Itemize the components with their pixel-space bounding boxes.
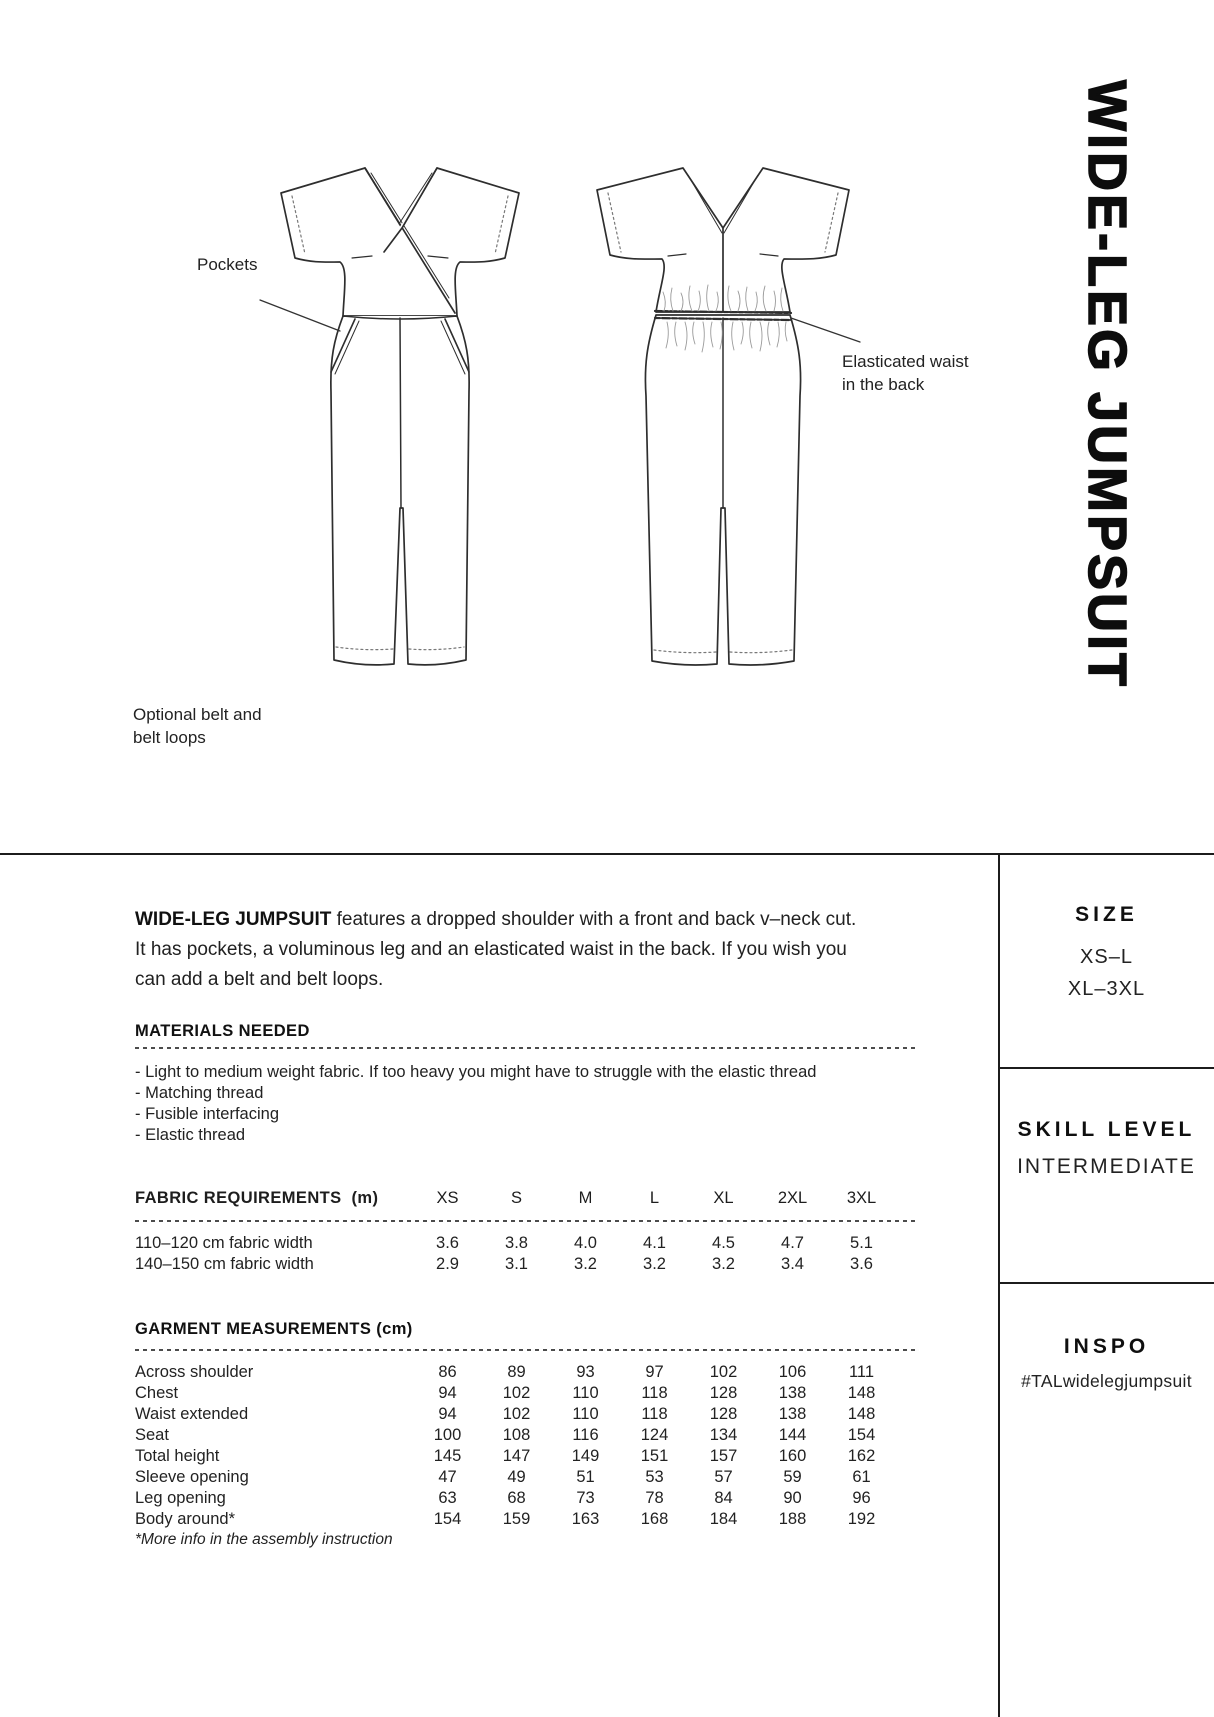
measurements-dashed-rule — [135, 1349, 917, 1351]
size-col-header: L — [649, 1189, 660, 1207]
sidebar-divider-skill-inspo — [1000, 1282, 1214, 1284]
size-range-2: XL–3XL — [1067, 978, 1146, 1000]
cell: 3.8 — [505, 1234, 528, 1252]
size-col-header: 3XL — [846, 1189, 877, 1207]
sidebar-size-section — [999, 903, 1214, 1005]
row-label: 110–120 cm fabric width — [135, 1234, 313, 1252]
cell: 89 — [507, 1363, 526, 1381]
garment-measurements-heading: GARMENT MEASUREMENTS (cm) — [135, 1320, 413, 1338]
cell: 59 — [783, 1468, 802, 1486]
cell: 188 — [778, 1510, 807, 1528]
cell: 63 — [438, 1489, 457, 1507]
size-col-header: XS — [436, 1189, 459, 1207]
cell: 151 — [640, 1447, 669, 1465]
cell: 68 — [507, 1489, 526, 1507]
cell: 148 — [847, 1405, 876, 1423]
cell: 86 — [438, 1363, 457, 1381]
cell: 154 — [433, 1510, 462, 1528]
cell: 97 — [645, 1363, 664, 1381]
cell: 162 — [847, 1447, 876, 1465]
cell: 102 — [709, 1363, 738, 1381]
cell: 49 — [507, 1468, 526, 1486]
optional-belt-label-line1: Optional belt and — [133, 705, 262, 724]
cell: 128 — [709, 1405, 738, 1423]
cell: 73 — [576, 1489, 595, 1507]
table-row — [135, 1446, 915, 1467]
size-heading: SIZE — [1075, 903, 1138, 926]
materials-item: - Matching thread — [135, 1083, 816, 1104]
description-bold-lead: WIDE-LEG JUMPSUIT — [135, 909, 332, 930]
cell: 138 — [778, 1405, 807, 1423]
back-view-drawing — [597, 168, 849, 665]
elasticated-waist-label — [842, 350, 969, 396]
table-row — [135, 1509, 915, 1530]
inspo-hashtag: #TALwidelegjumpsuit — [1021, 1371, 1192, 1391]
cell: 144 — [778, 1426, 807, 1444]
materials-dashed-rule — [135, 1047, 917, 1049]
cell: 157 — [709, 1447, 738, 1465]
measurements-footnote: *More info in the assembly instruction — [135, 1531, 393, 1548]
cell: 118 — [641, 1405, 668, 1423]
cell: 145 — [433, 1447, 462, 1465]
cell: 168 — [640, 1510, 669, 1528]
cell: 134 — [709, 1426, 738, 1444]
main-horizontal-divider — [0, 853, 1214, 855]
cell: 93 — [576, 1363, 595, 1381]
row-label: Across shoulder — [135, 1363, 254, 1381]
table-row — [135, 1254, 915, 1275]
skill-level-heading: SKILL LEVEL — [1017, 1118, 1196, 1141]
table-row — [135, 1404, 915, 1425]
cell: 84 — [714, 1489, 733, 1507]
cell: 4.1 — [643, 1234, 666, 1252]
row-label: Body around* — [135, 1510, 235, 1528]
table-row — [135, 1488, 915, 1509]
cell: 149 — [571, 1447, 600, 1465]
cell: 51 — [576, 1468, 595, 1486]
cell: 4.0 — [574, 1234, 597, 1252]
description-paragraph — [135, 905, 945, 995]
fabric-requirements-heading: FABRIC REQUIREMENTS (m) — [135, 1189, 379, 1207]
cell: 148 — [847, 1384, 876, 1402]
row-label: Waist extended — [135, 1405, 249, 1423]
cell: 102 — [502, 1384, 531, 1402]
cell: 184 — [709, 1510, 738, 1528]
fabric-requirements-table — [135, 1233, 915, 1275]
cell: 4.7 — [781, 1234, 804, 1252]
cell: 118 — [641, 1384, 668, 1402]
cell: 192 — [847, 1510, 876, 1528]
cell: 106 — [778, 1363, 807, 1381]
materials-item: - Elastic thread — [135, 1125, 816, 1146]
cell: 2.9 — [436, 1255, 459, 1273]
size-col-header: M — [578, 1189, 593, 1207]
cell: 147 — [502, 1447, 531, 1465]
cell: 159 — [502, 1510, 531, 1528]
cell: 94 — [438, 1405, 457, 1423]
cell: 53 — [645, 1468, 664, 1486]
elasticated-waist-label-line2: in the back — [842, 375, 925, 394]
cell: 3.1 — [505, 1255, 528, 1273]
fabric-dashed-rule — [135, 1220, 917, 1222]
row-label: Seat — [135, 1426, 169, 1444]
table-row — [135, 1383, 915, 1404]
size-range-1: XS–L — [1080, 946, 1133, 968]
description-line3: can add a belt and belt loops. — [135, 969, 384, 990]
row-label: 140–150 cm fabric width — [135, 1255, 314, 1273]
size-col-header: XL — [713, 1189, 734, 1207]
optional-belt-label — [133, 703, 262, 749]
description-line1: WIDE-LEG JUMPSUIT features a dropped shoulder with a front and back v–neck cut. — [135, 909, 857, 930]
description-line2: It has pockets, a voluminous leg and an elasticated waist in the back. If you wish you — [135, 939, 847, 960]
materials-item: - Light to medium weight fabric. If too heavy you might have to struggle with the elastic thread — [135, 1062, 816, 1083]
materials-item: - Fusible interfacing — [135, 1104, 816, 1125]
row-label: Total height — [135, 1447, 220, 1465]
size-col-header: 2XL — [777, 1189, 808, 1207]
page-title-vertical: WIDE-LEG JUMPSUIT — [1077, 80, 1137, 690]
garment-measurements-table — [135, 1362, 915, 1530]
cell: 61 — [852, 1468, 871, 1486]
inspo-heading: INSPO — [1063, 1335, 1150, 1358]
sidebar-inspo-section — [999, 1335, 1214, 1392]
optional-belt-label-line2: belt loops — [133, 728, 206, 747]
cell: 160 — [778, 1447, 807, 1465]
materials-list — [135, 1062, 816, 1146]
cell: 116 — [572, 1426, 599, 1444]
cell: 102 — [502, 1405, 531, 1423]
row-label: Chest — [135, 1384, 179, 1402]
cell: 78 — [645, 1489, 664, 1507]
materials-heading: MATERIALS NEEDED — [135, 1022, 310, 1040]
cell: 90 — [783, 1489, 802, 1507]
cell: 47 — [438, 1468, 457, 1486]
sidebar-skill-section — [999, 1118, 1214, 1179]
cell: 108 — [502, 1426, 531, 1444]
elasticated-waist-label-line1: Elasticated waist — [842, 352, 969, 371]
cell: 128 — [709, 1384, 738, 1402]
cell: 3.6 — [850, 1255, 873, 1273]
fabric-requirements-header-row — [135, 1189, 915, 1208]
cell: 3.2 — [712, 1255, 735, 1273]
cell: 94 — [438, 1384, 457, 1402]
row-label: Sleeve opening — [135, 1468, 249, 1486]
row-label: Leg opening — [135, 1489, 226, 1507]
front-view-drawing — [281, 168, 519, 665]
elastic-pointer-line — [791, 318, 860, 342]
cell: 4.5 — [712, 1234, 735, 1252]
cell: 57 — [714, 1468, 733, 1486]
pockets-pointer-line — [260, 300, 340, 331]
cell: 111 — [848, 1363, 875, 1381]
cell: 163 — [571, 1510, 600, 1528]
cell: 5.1 — [850, 1234, 873, 1252]
pockets-label: Pockets — [197, 255, 258, 274]
cell: 110 — [572, 1405, 599, 1423]
table-row — [135, 1233, 915, 1254]
cell: 154 — [847, 1426, 876, 1444]
cell: 3.2 — [643, 1255, 666, 1273]
cell: 110 — [572, 1384, 599, 1402]
cell: 124 — [640, 1426, 669, 1444]
cell: 3.4 — [781, 1255, 804, 1273]
size-col-header: S — [510, 1189, 522, 1207]
cell: 96 — [852, 1489, 871, 1507]
cell: 138 — [778, 1384, 807, 1402]
table-row — [135, 1362, 915, 1383]
table-row — [135, 1425, 915, 1446]
cell: 100 — [433, 1426, 462, 1444]
cell: 3.6 — [436, 1234, 459, 1252]
cell: 3.2 — [574, 1255, 597, 1273]
skill-level-value: INTERMEDIATE — [1017, 1155, 1196, 1178]
table-row — [135, 1467, 915, 1488]
sidebar-divider-size-skill — [1000, 1067, 1214, 1069]
